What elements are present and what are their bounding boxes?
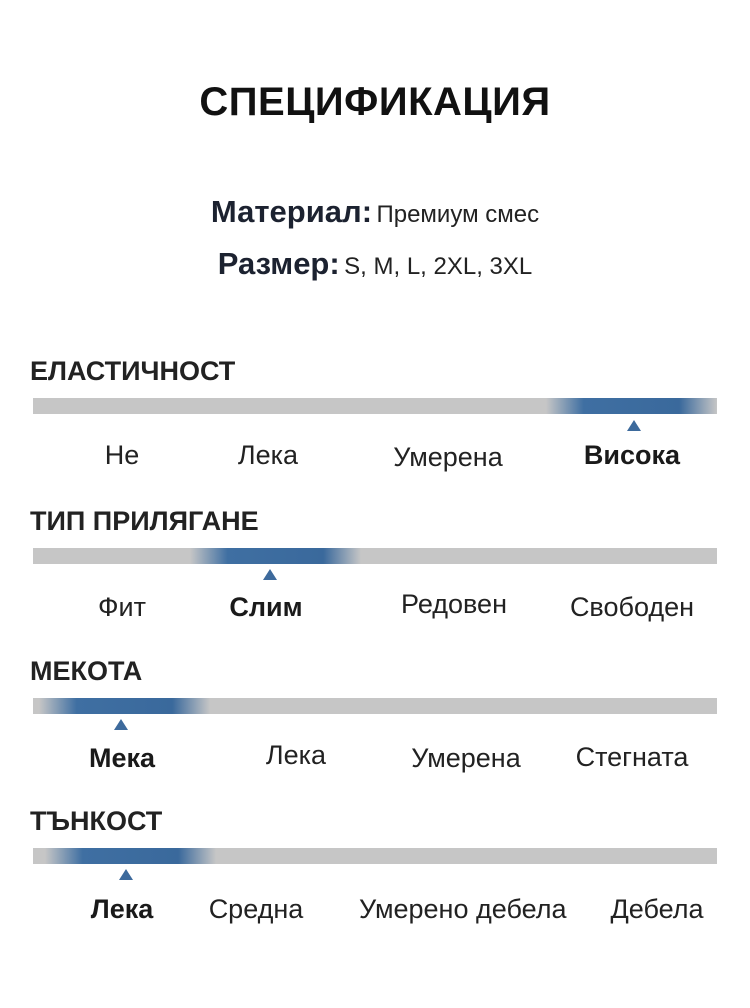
option-label: Свободен [569,592,695,622]
selected-marker-icon [627,420,641,431]
scale-highlight [546,398,717,414]
option-label: Не [104,440,140,470]
section-title: ТИП ПРИЛЯГАНЕ [30,506,259,536]
option-label: Стегната [575,742,689,772]
selected-marker-icon [119,869,133,880]
selected-marker-icon [263,569,277,580]
option-label: Умерена [393,442,503,472]
scale-bar [33,698,717,714]
scale-bar [33,848,717,864]
section-title: ЕЛАСТИЧНОСТ [30,356,236,386]
option-label: Умерена [411,743,521,773]
section-title: ТЪНКОСТ [30,806,163,836]
size-row [0,246,750,282]
page-title: СПЕЦИФИКАЦИЯ [199,80,551,124]
option-label-selected: Слим [229,592,303,622]
option-label: Фит [98,592,146,622]
scale-bar [33,548,717,564]
size-value: S, M, L, 2XL, 3XL [344,253,533,280]
option-label: Умерено дебела [359,894,567,924]
section-title: МЕКОТА [30,656,143,686]
material-row [0,194,750,230]
option-label: Редовен [401,589,507,619]
scale-highlight [45,848,216,864]
size-label: Размер: [217,246,340,281]
material-label: Материал: [210,194,373,229]
option-label: Лека [265,740,327,770]
option-label-selected: Мека [88,743,156,773]
option-label: Средна [208,894,304,924]
option-label-selected: Висока [583,440,681,470]
option-label-selected: Лека [90,894,154,924]
option-label: Лека [237,440,299,470]
scale-highlight [39,698,210,714]
option-label: Дебела [610,894,704,924]
selected-marker-icon [114,719,128,730]
scale-highlight [190,548,361,564]
material-value: Премиум смес [376,201,540,228]
scale-bar [33,398,717,414]
